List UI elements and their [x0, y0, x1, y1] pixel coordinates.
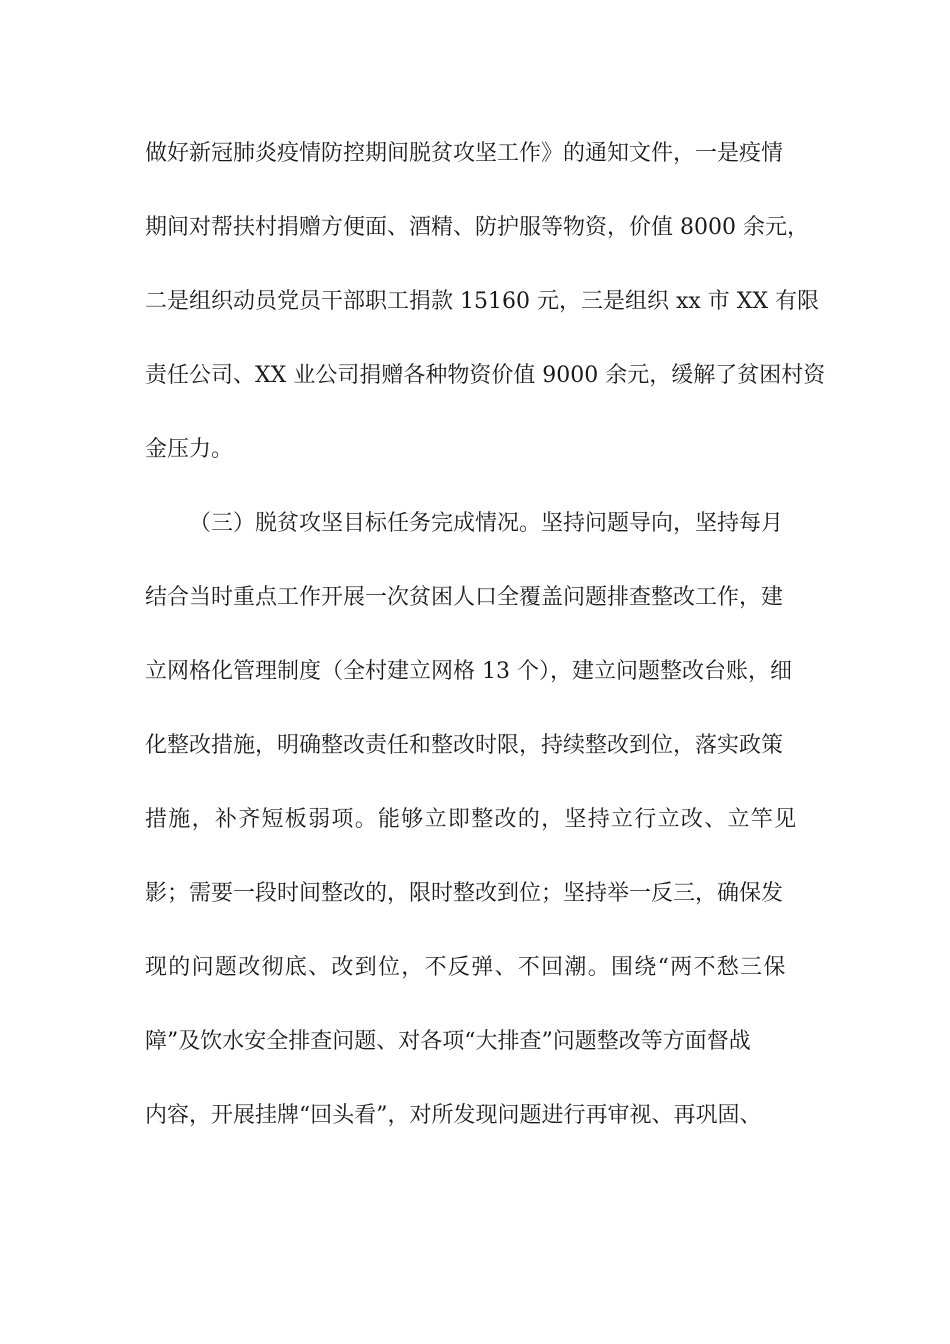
text-line: 措施，补齐短板弱项。能够立即整改的，坚持立行立改、立竿见 [145, 807, 798, 832]
text-line: 影；需要一段时间整改的，限时整改到位；坚持举一反三，确保发 [145, 881, 784, 906]
text-line: 内容，开展挂牌“回头看”，对所发现问题进行再审视、再巩固、 [145, 1103, 762, 1128]
body-text [145, 131, 826, 1167]
text-line: 期间对帮扶村捐赠方便面、酒精、防护服等物资，价值 8000 余元， [145, 215, 809, 240]
section-heading-line: （三）脱贫攻坚目标任务完成情况。坚持问题导向，坚持每月 [189, 511, 784, 536]
text-line: 障”及饮水安全排查问题、对各项“大排查”问题整改等方面督战 [145, 1029, 751, 1054]
text-line: 二是组织动员党员干部职工捐款 15160 元，三是组织 xx 市 XX 有限 [145, 289, 820, 314]
text-line: 现的问题改彻底、改到位，不反弹、不回潮。围绕“两不愁三保 [145, 955, 787, 980]
text-line: 立网格化管理制度（全村建立网格 13 个），建立问题整改台账，细 [145, 659, 792, 684]
text-line: 责任公司、XX 业公司捐赠各种物资价值 9000 余元，缓解了贫困村资 [145, 363, 826, 388]
text-line: 做好新冠肺炎疫情防控期间脱贫攻坚工作》的通知文件，一是疫情 [145, 141, 784, 166]
text-line: 化整改措施，明确整改责任和整改时限，持续整改到位，落实政策 [145, 733, 784, 758]
text-line: 金压力。 [145, 437, 234, 462]
text-line: 结合当时重点工作开展一次贫困人口全覆盖问题排查整改工作，建 [145, 585, 784, 610]
